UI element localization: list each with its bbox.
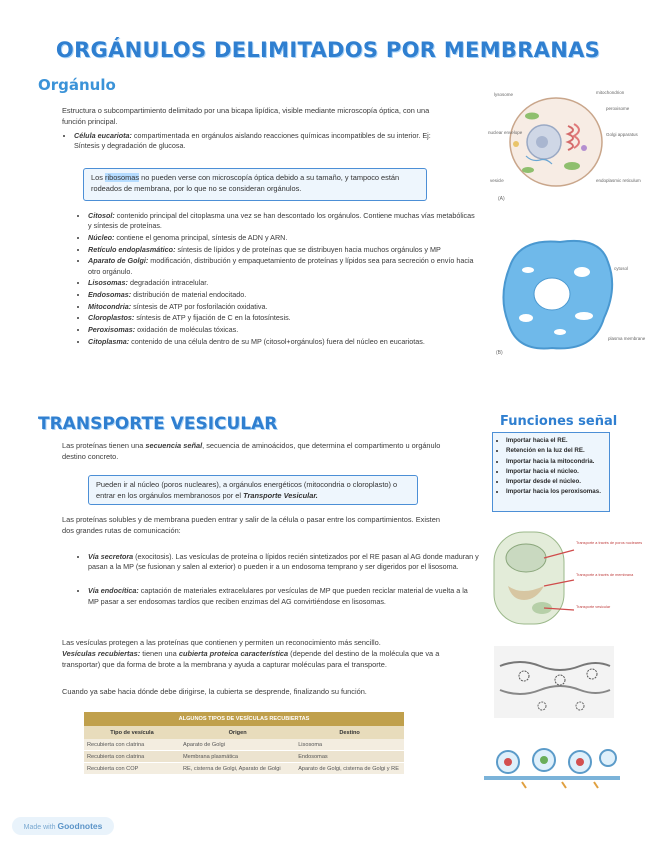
list-item: • Célula eucariota: compartimentada en orgánulos aislando reacciones químicas incompatibles de su interior. Ej: Síntesis y degradación de glucosa. [74, 131, 454, 151]
goodnotes-badge[interactable]: Made with Goodnotes [12, 817, 114, 835]
table-cell: Aparato de Golgi, cisterna de Golgi y RE [295, 763, 404, 775]
table-cell: Lisosoma [295, 739, 404, 751]
celula-list [60, 131, 454, 153]
list-item: • Núcleo: contiene el genoma principal, síntesis de ADN y ARN. [88, 233, 480, 243]
rutas-list [74, 552, 480, 608]
transporte-para5: Cuando ya sabe hacia dónde debe dirigirse, la cubierta se desprende, finalizando su función. [62, 687, 367, 696]
fig-label: Transporte a través de poros nucleares [576, 541, 643, 545]
list-item: • Mitocondria: síntesis de ATP por fosforilación oxidativa. [88, 302, 480, 312]
organulo-intro: Estructura o subcompartimiento delimitado por una bicapa lipídica, visible mediante microscopía óptica, con una función principal. [62, 106, 430, 126]
list-item: • Vía endocítica: captación de materiales extracelulares por vesículas de MP que pueden reciclar material de vuelta a la MP pasar a ser endosomas tardíos que reciben enzimas del AG convirtiéndose en lisosomas. [88, 586, 480, 606]
heading-transporte: TRANSPORTE VESICULAR [38, 414, 278, 434]
vesiculas-table [84, 712, 404, 775]
funcion-item: • Importar hacia la mitocondria. [506, 457, 605, 467]
table-caption: ALGUNOS TIPOS DE VESÍCULAS RECUBIERTAS [84, 712, 404, 726]
list-item: • Vía secretora (exocitosis). Las vesículas de proteína o lípidos recién sintetizados por el RE pasan al AG donde maduran y pasan a la MP (se fusionan y salen al exterior) o pueden ir a un endosoma temprano y ser digeridos por el lisosoma. [88, 552, 480, 572]
fig-label: endoplasmic reticulum [596, 178, 641, 183]
animal-cell-figure [486, 86, 641, 204]
table-row [84, 751, 404, 763]
table-cell: Membrana plasmática [180, 751, 295, 763]
heading-organulo: Orgánulo [38, 76, 116, 94]
fig-label: (B) [496, 350, 503, 356]
transporte-para2: Las proteínas solubles y de membrana pueden entrar y salir de la célula o pasar entre los compartimientos. Existen dos grandes rutas de comunicación: [62, 515, 440, 535]
table-cell: Recubierta con clatrina [84, 751, 180, 763]
svg-text:Transporte a través de membran [576, 573, 634, 577]
nucleus [506, 544, 546, 572]
nucleolus [536, 136, 548, 148]
table-row [84, 763, 404, 775]
table-header: Destino [295, 726, 404, 739]
nucleus-hole [534, 278, 570, 310]
table-header: Origen [180, 726, 295, 739]
fig-label: nuclear envelope [488, 130, 523, 135]
funciones-list [497, 436, 605, 498]
table-cell: Endosomas [295, 751, 404, 763]
list-item: • Peroxisomas: oxidación de moléculas tóxicas. [88, 325, 480, 335]
transporte-intro: Las proteínas tienen una secuencia señal, secuencia de aminoácidos, que determina el compartimento u orgánulo destino concreto. [62, 441, 441, 461]
fig-label: Golgi apparatus [606, 132, 638, 137]
table-cell: RE, cisterna de Golgi, Aparato de Golgi [180, 763, 295, 775]
svg-text:Transporte vesicular [576, 605, 611, 609]
fig-label: plasma membrane [608, 336, 646, 341]
funcion-item: • Retención en la luz del RE. [506, 446, 605, 456]
list-item: • Endosomas: distribución de material endocitado. [88, 290, 480, 300]
funcion-item: • Importar desde el núcleo. [506, 477, 605, 487]
fig-label: (A) [498, 196, 505, 202]
fig-label: vesicle [490, 178, 504, 183]
table-header: Tipo de vesícula [84, 726, 180, 739]
list-item: • Citoplasma: contenido de una célula dentro de su MP (citosol+orgánulos) fuera del núcleo en eucariotas. [88, 337, 480, 347]
svg-text:Transporte a través de poros n [576, 541, 642, 545]
fig-label: mitochondrion [596, 90, 625, 95]
table-cell: Aparato de Golgi [180, 739, 295, 751]
lysosome [581, 145, 587, 151]
transport-pathways-figure [492, 528, 643, 628]
table-row [84, 739, 404, 751]
fig-label: cytosol [614, 266, 629, 271]
list-item: • Lisosomas: degradación intracelular. [88, 278, 480, 288]
fig-label: lysosome [494, 92, 514, 97]
list-item: • Aparato de Golgi: modificación, distribución y empaquetamiento de proteínas y lípidos sea para secreción o envío hacia otro orgánulo. [88, 256, 480, 276]
fig-label: Transporte a través de membrana [576, 573, 634, 577]
fig-label: Transporte vesicular [576, 605, 611, 609]
ribosomas-note: Los ribosomas no pueden verse con microscopía óptica debido a su tamaño, y tampoco están rodeados de membrana, por lo que no se consideran orgánulos. [83, 168, 427, 201]
heading-funciones: Funciones señal [500, 414, 618, 429]
funcion-item: • Importar hacia el núcleo. [506, 467, 605, 477]
funciones-box [492, 432, 610, 512]
list-item: • Retículo endoplasmático: síntesis de lípidos y de proteínas que se distribuyen hacia muchos orgánulos y MP [88, 245, 480, 255]
mitochondrion [564, 162, 580, 170]
peroxisome [513, 141, 519, 147]
fig-label: peroxisome [606, 106, 630, 111]
list-item: • Citosol: contenido principal del citoplasma una vez se han descontado los orgánulos. Contiene muchas vías metabólicas y síntesis de proteínas. [88, 211, 480, 231]
page-title: ORGÁNULOS DELIMITADOS POR MEMBRANAS [55, 38, 601, 62]
funcion-item: • Importar hacia los peroxisomas. [506, 487, 605, 497]
funcion-item: • Importar hacia el RE. [506, 436, 605, 446]
vesicle-micrograph-figure [494, 646, 614, 718]
transporte-note: Pueden ir al núcleo (poros nucleares), a orgánulos energéticos (mitocondria o cloroplasto) o entrar en los orgánulos membranosos por el Transporte Vesicular. [88, 475, 418, 505]
list-item: • Cloroplastos: síntesis de ATP y fijación de C en la fotosíntesis. [88, 313, 480, 323]
organulo-list [74, 211, 480, 348]
transporte-para3: Las vesículas protegen a las proteínas que contienen y permiten un reconocimiento más sencillo. [62, 638, 381, 647]
table-cell: Recubierta con COP [84, 763, 180, 775]
transporte-para4: Vesículas recubiertas: tienen una cubierta proteica característica (depende del destino de la molécula que va a transportar) que da forma de brote a la membrana y ayuda a capturar moléculas para el transporte. [62, 649, 440, 669]
table-cell: Recubierta con clatrina [84, 739, 180, 751]
coated-vesicle-figure [482, 738, 622, 794]
cytosol-cell-figure [490, 236, 646, 358]
